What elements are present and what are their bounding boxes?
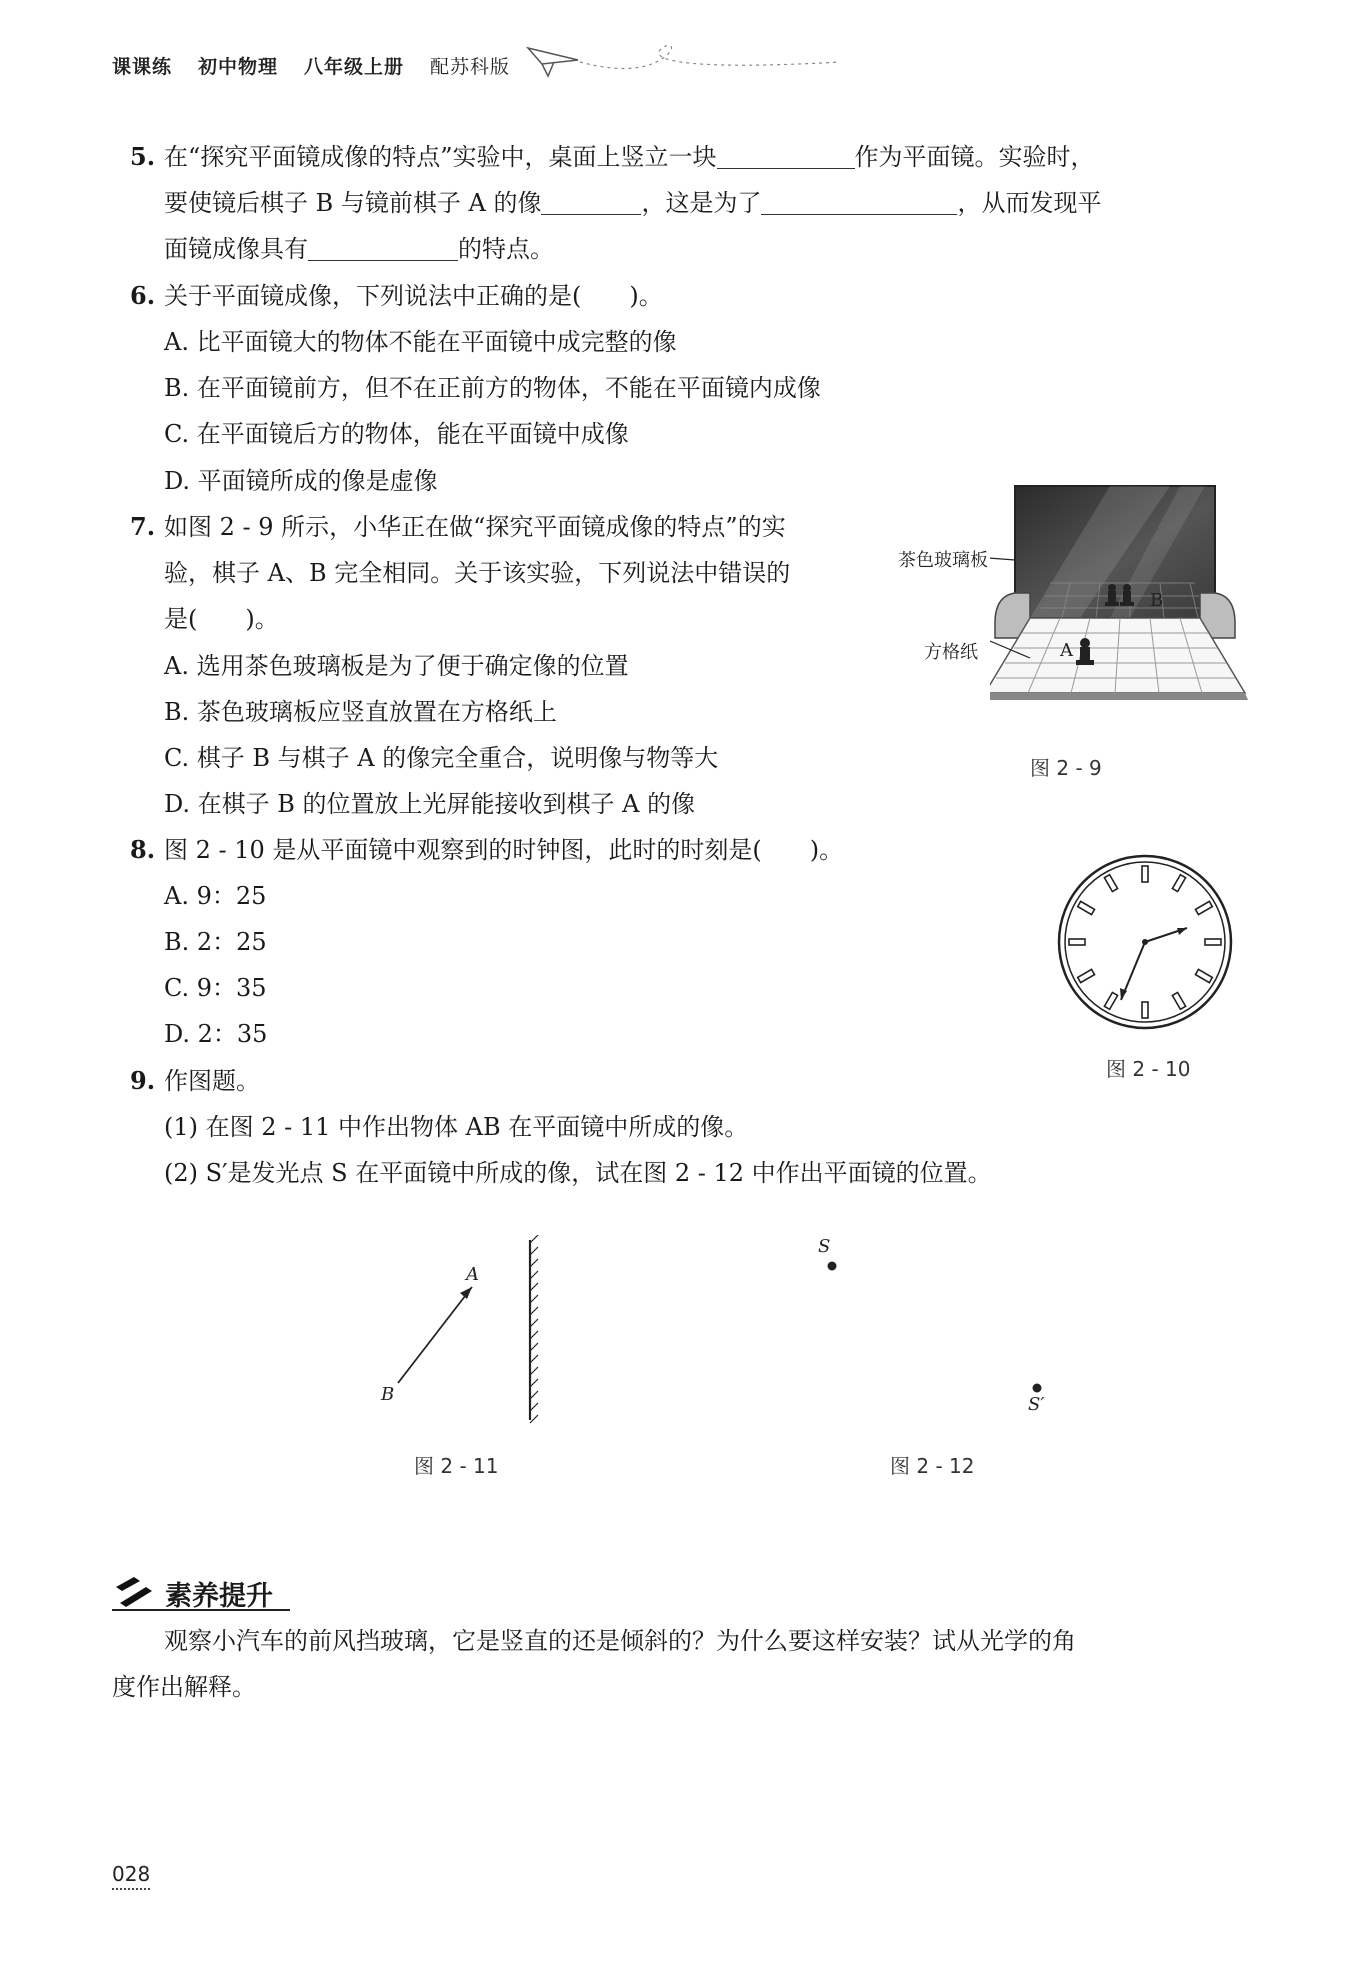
page-header [112, 52, 536, 79]
q5-line-1 [130, 142, 1095, 172]
point-a-label: A [466, 1264, 479, 1285]
section-slash-icon [112, 1573, 158, 1609]
mirror-clock-icon [1055, 852, 1235, 1032]
header-grade: 八年级上册 [304, 56, 405, 78]
q6-option-c[interactable]: C. 在平面镜后方的物体，能在平面镜中成像 [164, 420, 629, 448]
point-s-prime-icon [1033, 1384, 1042, 1393]
q6-text: 关于平面镜成像，下列说法中正确的是( )。 [164, 282, 663, 310]
q5-text: ，这是为了 [641, 189, 762, 217]
header-edition: 配苏科版 [430, 56, 511, 78]
q8-number: 8. [130, 835, 156, 864]
q6-stem [130, 281, 663, 311]
q7-option-a[interactable]: A. 选用茶色玻璃板是为了便于确定像的位置 [164, 652, 629, 680]
q9-number: 9. [130, 1066, 156, 1095]
q8-option-c[interactable]: C. 9：35 [164, 974, 267, 1002]
q5-blank-3[interactable] [761, 190, 957, 215]
q7-line-3: 是( )。 [164, 605, 279, 633]
q8-option-d[interactable]: D. 2：35 [164, 1020, 268, 1048]
q9-stem [130, 1066, 260, 1096]
header-subject: 初中物理 [198, 56, 279, 78]
q5-line-3 [164, 234, 554, 264]
paper-plane-icon [520, 40, 850, 90]
q9-text: 作图题。 [164, 1067, 260, 1095]
q5-blank-1[interactable] [717, 144, 855, 169]
mirror-experiment-figure [990, 478, 1250, 728]
q7-option-c[interactable]: C. 棋子 B 与棋子 A 的像完全重合，说明像与物等大 [164, 744, 719, 772]
q8-stem [130, 835, 843, 865]
q7-option-d[interactable]: D. 在棋子 B 的位置放上光屏能接收到棋子 A 的像 [164, 790, 696, 818]
page-number: 028 [112, 1862, 150, 1890]
q6-option-d[interactable]: D. 平面镜所成的像是虚像 [164, 467, 438, 495]
q7-line-2: 验，棋子 A、B 完全相同。关于该实验，下列说法中错误的 [164, 559, 791, 587]
glass-plate-label: 茶色玻璃板 [898, 550, 988, 571]
point-s-label: S [818, 1236, 831, 1257]
q8-option-a[interactable]: A. 9：25 [164, 882, 267, 910]
q6-option-a[interactable]: A. 比平面镜大的物体不能在平面镜中成完整的像 [164, 328, 677, 356]
figure-2-12-caption: 图 2 - 12 [890, 1454, 975, 1478]
q8-option-b[interactable]: B. 2：25 [164, 928, 267, 956]
q5-text: 作为平面镜。实验时， [854, 143, 1095, 171]
section-text-line-1: 观察小汽车的前风挡玻璃，它是竖直的还是倾斜的？为什么要这样安装？试从光学的角 [164, 1627, 1076, 1655]
q7-text: 如图 2 - 9 所示，小华正在做“探究平面镜成像的特点”的实 [164, 513, 786, 541]
q7-line-1 [130, 512, 786, 542]
q7-option-b[interactable]: B. 茶色玻璃板应竖直放置在方格纸上 [164, 698, 557, 726]
q5-text: 的特点。 [458, 235, 554, 263]
q5-text: 要使镜后棋子 B 与镜前棋子 A 的像 [164, 189, 542, 217]
q5-blank-2[interactable] [541, 190, 641, 215]
grid-paper-label: 方格纸 [924, 642, 978, 663]
piece-a-label: A [1060, 640, 1073, 661]
section-title: 素养提升 [165, 1581, 273, 1612]
header-series: 课课练 [112, 56, 173, 78]
figure-2-10-caption: 图 2 - 10 [1106, 1057, 1191, 1081]
q7-number: 7. [130, 512, 156, 541]
piece-b-label: B [1150, 590, 1164, 611]
q5-text: 面镜成像具有 [164, 235, 308, 263]
point-s-icon [828, 1262, 837, 1271]
q8-text: 图 2 - 10 是从平面镜中观察到的时钟图，此时的时刻是( )。 [164, 836, 844, 864]
point-s-prime-label: S′ [1028, 1394, 1045, 1415]
q5-text: ，从而发现平 [957, 189, 1102, 217]
q5-blank-4[interactable] [308, 236, 458, 261]
q9-part-2: (2) S′是发光点 S 在平面镜中所成的像，试在图 2 - 12 中作出平面镜的位置。 [164, 1159, 992, 1187]
figure-2-9-caption: 图 2 - 9 [1030, 756, 1102, 780]
figure-2-12-diagram [820, 1258, 1050, 1408]
section-text-line-2: 度作出解释。 [112, 1673, 256, 1701]
q6-number: 6. [130, 281, 156, 310]
q5-text: 在“探究平面镜成像的特点”实验中，桌面上竖立一块 [164, 143, 717, 171]
section-underline [112, 1609, 290, 1611]
q5-number: 5. [130, 142, 156, 171]
point-b-label: B [381, 1384, 395, 1405]
q9-part-1: (1) 在图 2 - 11 中作出物体 AB 在平面镜中所成的像。 [164, 1113, 749, 1141]
q6-option-b[interactable]: B. 在平面镜前方，但不在正前方的物体，不能在平面镜内成像 [164, 374, 821, 402]
figure-2-11-caption: 图 2 - 11 [414, 1454, 499, 1478]
q5-line-2 [164, 188, 1101, 218]
